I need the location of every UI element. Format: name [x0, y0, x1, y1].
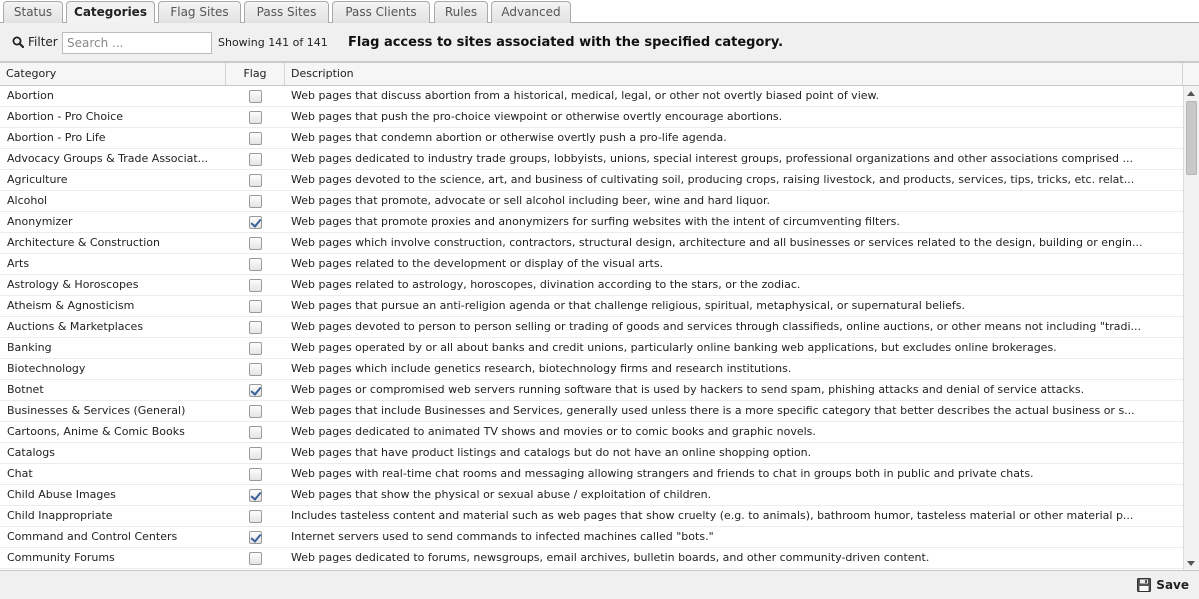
table-row[interactable] [0, 233, 1183, 254]
flag-cell [249, 153, 263, 166]
table-row[interactable] [0, 443, 1183, 464]
flag-cell [249, 363, 263, 376]
flag-checkbox[interactable] [249, 510, 262, 523]
flag-checkbox[interactable] [249, 111, 262, 124]
category-description: Web pages with real-time chat rooms and messaging allowing strangers and friends to chat in groups both in public and private chats. [291, 467, 1034, 480]
toolbar [0, 23, 1199, 62]
category-description: Web pages or compromised web servers running software that is used by hackers to send spam, phishing attacks and denial of service attacks. [291, 383, 1085, 396]
category-description: Web pages that condemn abortion or otherwise overtly push a pro-life agenda. [291, 131, 727, 144]
flag-cell [249, 300, 263, 313]
flag-cell [249, 258, 263, 271]
grid-body [0, 86, 1183, 571]
flag-checkbox[interactable] [249, 405, 262, 418]
scroll-down-arrow-icon[interactable] [1187, 561, 1195, 566]
table-row[interactable] [0, 380, 1183, 401]
table-row[interactable] [0, 548, 1183, 569]
flag-cell [249, 552, 263, 565]
flag-checkbox[interactable] [249, 279, 262, 292]
flag-checkbox[interactable] [249, 153, 262, 166]
grid-header [0, 63, 1199, 86]
category-description: Web pages dedicated to industry trade groups, lobbyists, unions, special interest groups, professional organizations and other associations comprised ... [291, 152, 1134, 165]
table-row[interactable] [0, 422, 1183, 443]
table-row[interactable] [0, 170, 1183, 191]
result-count: Showing 141 of 141 [218, 36, 328, 49]
category-name: Abortion - Pro Choice [7, 110, 123, 123]
category-description: Web pages dedicated to forums, newsgroups, email archives, bulletin boards, and other community-driven content. [291, 551, 930, 564]
table-row[interactable] [0, 338, 1183, 359]
flag-checkbox[interactable] [249, 468, 262, 481]
flag-checkbox[interactable] [249, 195, 262, 208]
flag-checkbox[interactable] [249, 237, 262, 250]
category-description: Web pages that have product listings and catalogs but do not have an online shopping option. [291, 446, 812, 459]
tab-rules[interactable]: Rules [434, 1, 488, 23]
flag-cell [249, 321, 263, 334]
flag-checkbox[interactable] [249, 300, 262, 313]
category-name: Botnet [7, 383, 44, 396]
category-name: Arts [7, 257, 30, 270]
flag-checkbox[interactable] [249, 363, 262, 376]
category-description: Web pages related to the development or display of the visual arts. [291, 257, 664, 270]
flag-cell [249, 531, 263, 544]
tab-bar [0, 0, 1199, 23]
table-row[interactable] [0, 212, 1183, 233]
category-description: Web pages that discuss abortion from a historical, medical, legal, or other not overtly biased point of view. [291, 89, 880, 102]
category-description: Web pages which include genetics research, biotechnology firms and research institutions. [291, 362, 792, 375]
category-description: Web pages that promote, advocate or sell alcohol including beer, wine and hard liquor. [291, 194, 770, 207]
search-icon [12, 36, 24, 48]
category-description: Web pages that promote proxies and anonymizers for surfing websites with the intent of circumventing filters. [291, 215, 900, 228]
scrollbar-thumb[interactable] [1186, 101, 1197, 175]
category-name: Advocacy Groups & Trade Associat... [7, 152, 209, 165]
flag-cell [249, 342, 263, 355]
flag-cell [249, 90, 263, 103]
tab-pass-sites[interactable]: Pass Sites [244, 1, 329, 23]
table-row[interactable] [0, 149, 1183, 170]
category-name: Astrology & Horoscopes [7, 278, 139, 291]
tab-advanced[interactable]: Advanced [491, 1, 571, 23]
table-row[interactable] [0, 275, 1183, 296]
table-row[interactable] [0, 86, 1183, 107]
category-description: Web pages that pursue an anti-religion agenda or that challenge religious, spiritual, metaphysical, or supernatural beliefs. [291, 299, 965, 312]
flag-checkbox[interactable] [249, 342, 262, 355]
flag-checkbox[interactable] [249, 531, 262, 544]
category-description: Web pages related to astrology, horoscopes, divination according to the stars, or the zodiac. [291, 278, 801, 291]
flag-cell [249, 132, 263, 145]
flag-cell [249, 237, 263, 250]
category-name: Community Forums [7, 551, 115, 564]
category-name: Abortion [7, 89, 54, 102]
category-name: Agriculture [7, 173, 68, 186]
table-row[interactable] [0, 317, 1183, 338]
flag-checkbox[interactable] [249, 216, 262, 229]
flag-checkbox[interactable] [249, 90, 262, 103]
flag-checkbox[interactable] [249, 447, 262, 460]
page-description: Flag access to sites associated with the specified category. [348, 35, 784, 50]
save-button[interactable] [1137, 576, 1189, 594]
category-name: Anonymizer [7, 215, 73, 228]
column-header-category[interactable]: Category [0, 63, 226, 85]
category-name: Command and Control Centers [7, 530, 178, 543]
category-description: Includes tasteless content and material such as web pages that show cruelty (e.g. to animals), bathroom humor, tasteless material or other material p... [291, 509, 1134, 522]
flag-cell [249, 447, 263, 460]
category-name: Architecture & Construction [7, 236, 160, 249]
table-row[interactable] [0, 485, 1183, 506]
category-name: Catalogs [7, 446, 55, 459]
search-input[interactable] [62, 32, 212, 54]
flag-checkbox[interactable] [249, 552, 262, 565]
category-name: Abortion - Pro Life [7, 131, 106, 144]
flag-cell [249, 405, 263, 418]
category-name: Biotechnology [7, 362, 86, 375]
tab-pass-clients[interactable]: Pass Clients [332, 1, 430, 23]
flag-checkbox[interactable] [249, 426, 262, 439]
flag-cell [249, 426, 263, 439]
flag-checkbox[interactable] [249, 384, 262, 397]
vertical-scrollbar[interactable] [1183, 86, 1199, 571]
table-row[interactable] [0, 359, 1183, 380]
flag-checkbox[interactable] [249, 132, 262, 145]
flag-cell [249, 174, 263, 187]
flag-checkbox[interactable] [249, 258, 262, 271]
tab-status[interactable]: Status [3, 1, 63, 23]
flag-cell [249, 384, 263, 397]
flag-cell [249, 279, 263, 292]
category-description: Web pages that show the physical or sexual abuse / exploitation of children. [291, 488, 712, 501]
filter-label: Filter [28, 35, 58, 49]
column-header-flag[interactable]: Flag [226, 63, 285, 85]
category-description: Web pages operated by or all about banks and credit unions, particularly online banking web applications, but excludes online brokerages. [291, 341, 1057, 354]
category-name: Child Inappropriate [7, 509, 113, 522]
tab-flag-sites[interactable]: Flag Sites [158, 1, 241, 23]
category-name: Atheism & Agnosticism [7, 299, 135, 312]
category-description: Internet servers used to send commands to infected machines called "bots." [291, 530, 714, 543]
category-name: Businesses & Services (General) [7, 404, 186, 417]
category-name: Child Abuse Images [7, 488, 116, 501]
category-description: Web pages that include Businesses and Services, generally used unless there is a more specific category that better describes the actual business or s... [291, 404, 1135, 417]
scroll-up-arrow-icon[interactable] [1187, 91, 1195, 96]
category-description: Web pages which involve construction, contractors, structural design, architecture and all businesses or services related to the design, building or engin... [291, 236, 1143, 249]
table-row[interactable] [0, 254, 1183, 275]
save-button-label: Save [1156, 578, 1189, 592]
category-name: Alcohol [7, 194, 48, 207]
category-description: Web pages dedicated to animated TV shows and movies or to comic books and graphic novels. [291, 425, 816, 438]
flag-cell [249, 216, 263, 229]
table-row[interactable] [0, 296, 1183, 317]
flag-cell [249, 510, 263, 523]
category-description: Web pages that push the pro-choice viewpoint or otherwise overtly encourage abortions. [291, 110, 783, 123]
category-description: Web pages devoted to the science, art, and business of cultivating soil, producing crops, raising livestock, and products, services, tips, tricks, etc. relat... [291, 173, 1135, 186]
flag-checkbox[interactable] [249, 174, 262, 187]
table-row[interactable] [0, 527, 1183, 548]
flag-cell [249, 111, 263, 124]
floppy-disk-icon [1137, 578, 1151, 592]
table-row[interactable] [0, 506, 1183, 527]
category-name: Banking [7, 341, 52, 354]
flag-cell [249, 489, 263, 502]
table-row[interactable] [0, 191, 1183, 212]
category-name: Chat [7, 467, 33, 480]
column-header-description[interactable]: Description [285, 63, 1183, 85]
flag-checkbox[interactable] [249, 489, 262, 502]
tab-categories[interactable]: Categories [66, 1, 155, 24]
category-description: Web pages devoted to person to person selling or trading of goods and services through classifieds, online auctions, or other means not including "tradi... [291, 320, 1142, 333]
flag-cell [249, 468, 263, 481]
category-name: Cartoons, Anime & Comic Books [7, 425, 185, 438]
category-name: Auctions & Marketplaces [7, 320, 144, 333]
table-row[interactable] [0, 128, 1183, 149]
flag-cell [249, 195, 263, 208]
table-row[interactable] [0, 401, 1183, 422]
categories-grid [0, 62, 1199, 570]
flag-checkbox[interactable] [249, 321, 262, 334]
table-row[interactable] [0, 464, 1183, 485]
footer-bar [0, 570, 1199, 599]
table-row[interactable] [0, 107, 1183, 128]
